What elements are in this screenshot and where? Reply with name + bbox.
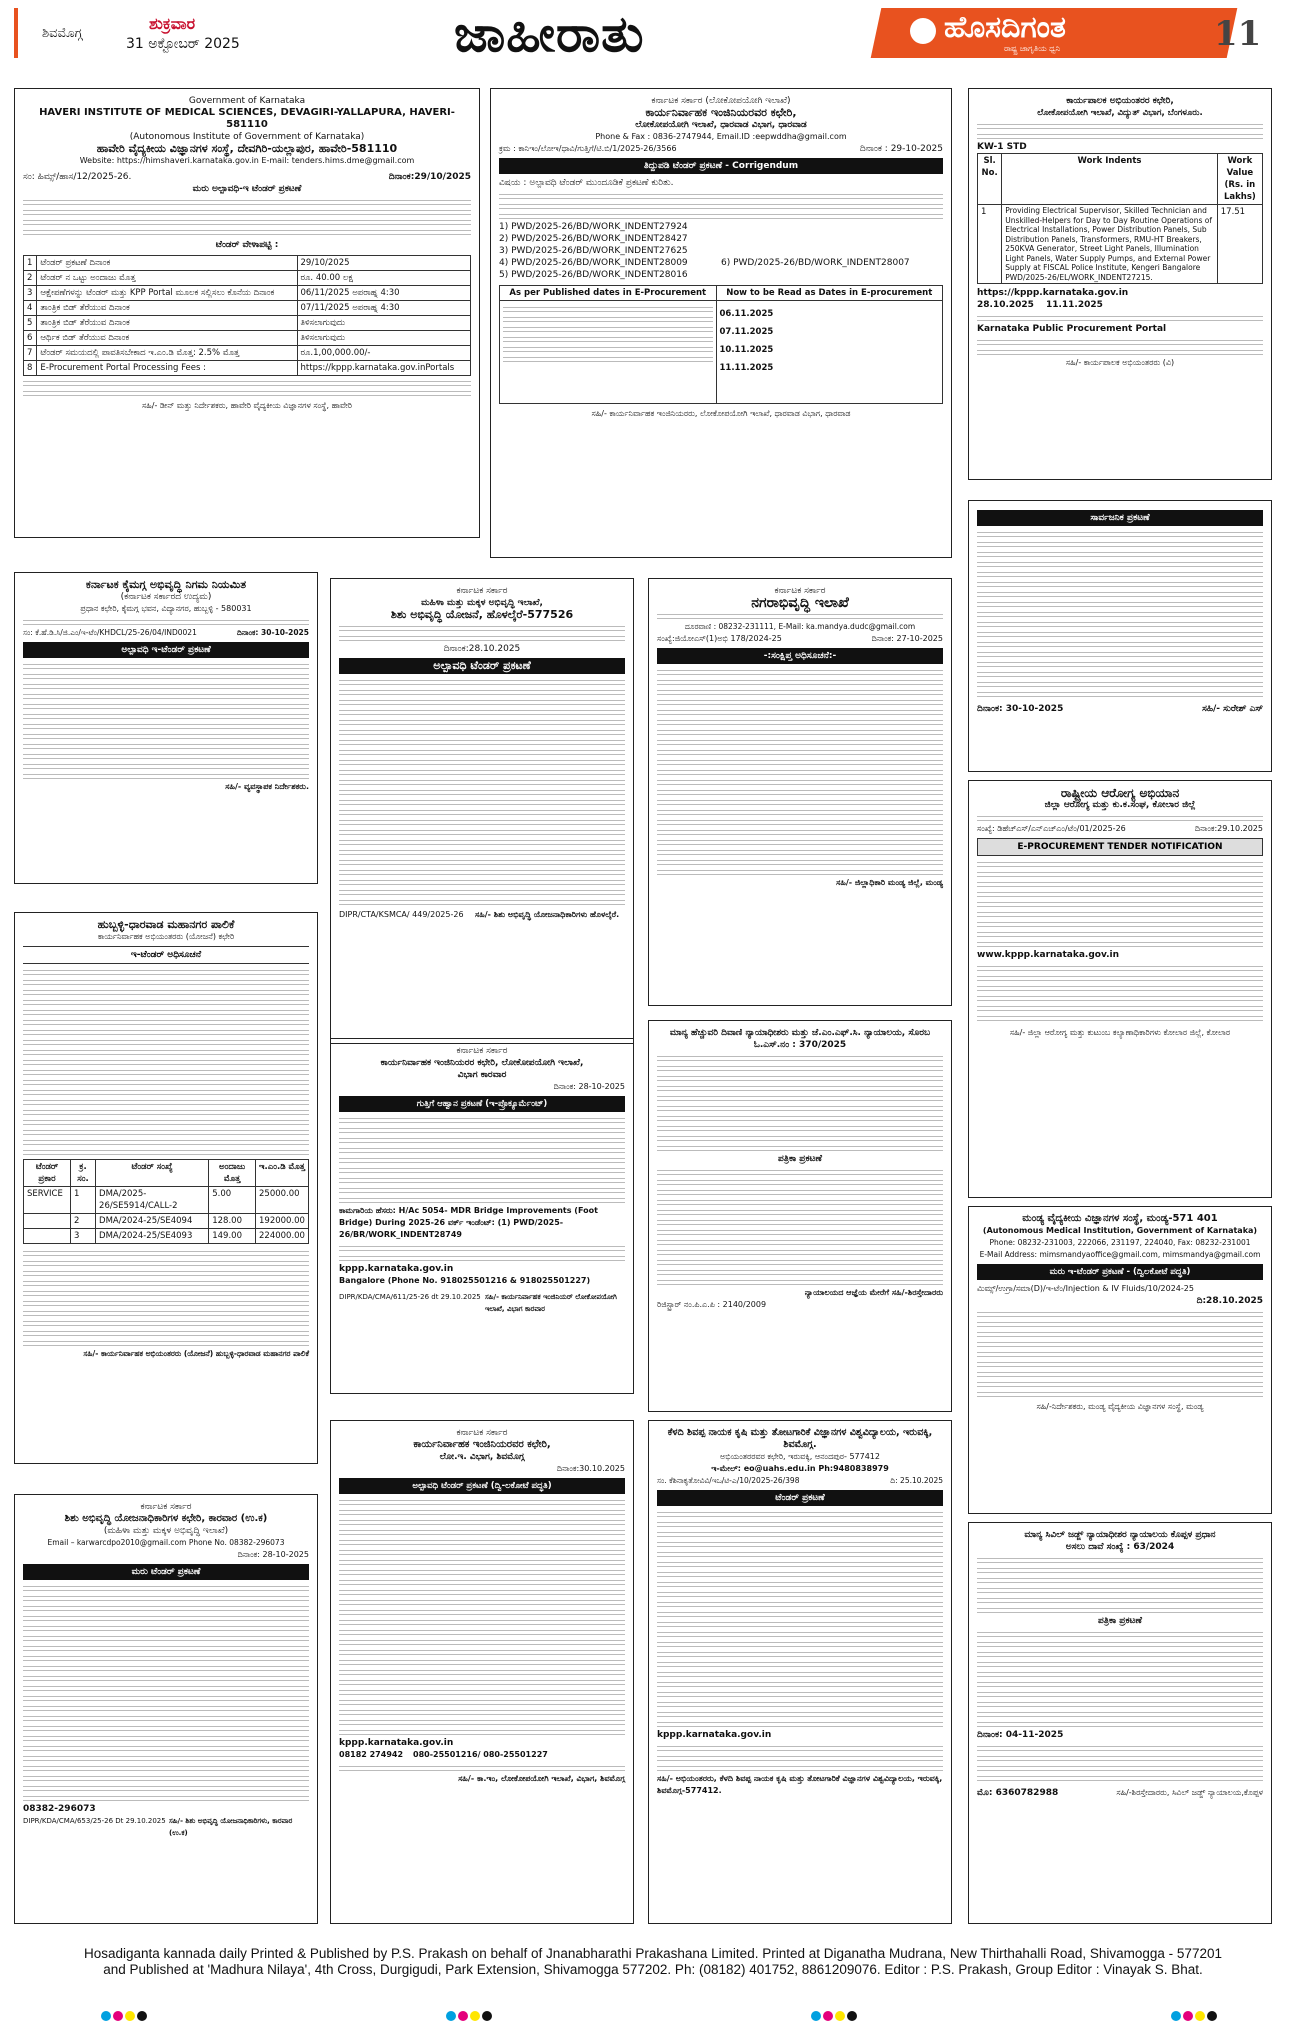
ad-portal-link: https://kppp.karnataka.gov.in [977,288,1129,298]
ad-signature: ಸಹಿ/- ಕಾರ್ಯನಿರ್ವಾಹಕ ಇಂಜಿನಿಯರರು, ಲೋಕೋಪಯೋಗಿ ಇಲಾಖೆ, ಧಾರವಾಡ ವಿಭಾಗ, ಧಾರವಾಡ [591,409,851,418]
ad-signature: ಸಹಿ/-ನಿರ್ದೇಶಕರು, ಮಂಡ್ಯ ವೈದ್ಯಕೀಯ ವಿಜ್ಞಾನಗಳ ಸಂಸ್ಥೆ, ಮಂಡ್ಯ [1036,1402,1204,1411]
ad-title-2: ಲೋಕೋಪಯೋಗಿ ಇಲಾಖೆ, ವಿದ್ಯುತ್ ವಿಭಾಗ, ಬೆಂಗಳೂರು. [1037,108,1203,118]
ad-signature: ಸಹಿ/- ಕಾರ್ಯನಿರ್ವಾಹಕ ಅಭಿಯಂತರರು (ಯೋಜನೆ) ಹುಬ್ಬಳ್ಳಿ-ಧಾರವಾಡ ಮಹಾನಗರ ಪಾಲಿಕೆ [83,1349,309,1358]
registration-marks-2 [445,2006,493,2025]
city-label: ಶಿವಮೊಗ್ಗ [42,26,83,41]
table-cell: 149.00 [209,1229,256,1244]
table-cell: ಆಕ್ಷೇಪಣೆಗಳನ್ನು ಟೆಂಡರ್ ಮತ್ತು KPP Portal ಮೂಲಕ ಸಲ್ಲಿಸಲು ಕೊನೆಯ ದಿನಾಂಕ [37,286,297,301]
ad-office: ಕಾರ್ಯನಿರ್ವಾಹಕ ಇಂಜಿನಿಯರವರ ಕಛೇರಿ, [645,106,797,119]
ad-pwd-dharwad [490,88,952,558]
table-cell [24,1229,71,1244]
table-row [24,316,471,331]
ad-office: ಪ್ರಧಾನ ಕಛೇರಿ, ಕೈಮಗ್ಗ ಭವನ, ವಿದ್ಯಾನಗರ, ಹುಬ್ಬಳ್ಳಿ - 580031 [80,604,252,613]
ad-govt-line: ಕರ್ನಾಟಕ ಸರ್ಕಾರ [774,586,826,596]
table-row [24,271,471,286]
day-label: ಶುಕ್ರವಾರ [149,14,196,33]
ad-signature: ಸಹಿ/- ಕಾ.ಇಂ, ಲೋಕೋಪಯೋಗಿ ಇಲಾಖೆ, ವಿಭಾಗ, ಶಿವಮೊಗ್ಗ [458,1774,625,1783]
ad-signature: ಸಹಿ/- ಕಾರ್ಯಪಾಲಕ ಅಭಿಯಂತರರು (ವಿ) [1065,358,1175,367]
work-description: Providing Electrical Supervisor, Skilled Technician and Unskilled-Helpers for Day to Day Routine Operations of Electrical Installations, Power Distribution Panels, Sub Distribution Panels, Transformers, RMU-HT Breakers, 250KVA Generator, Street Light Panels, Illumination Light Panels, Water Supply Pumps, and External Power Supply at FISCAL Police Institute, Kengeri Bangalore PWD/2025-26/EL/WORK_INDENT27215. [1002,205,1218,284]
ad-title-band: ಟೆಂಡರ್ ಪ್ರಕಟಣೆ [657,1490,943,1506]
indent-item: 2) PWD/2025-26/BD/WORK_INDENT28427 [499,234,688,244]
new-date: 06.11.2025 [719,309,774,319]
col-header-old: As per Published dates in E-Procurement [500,286,717,301]
ad-table-title: ಟೆಂಡರ್ ವೇಳಾಪಟ್ಟಿ : [215,240,279,250]
table-cell: ತಿಳಿಸಲಾಗುವುದು [297,316,470,331]
ad-date: ದಿನಾಂಕ: 27-10-2025 [871,634,943,643]
ad-title-band: ಅಲ್ಪಾವಧಿ ಟೆಂಡರ್ ಪ್ರಕಟಣೆ [339,658,625,674]
registration-marks-3 [810,2006,858,2025]
col-header-type: ಟೆಂಡರ್ ಪ್ರಕಾರ [24,1160,71,1187]
ad-title: ಹುಬ್ಬಳ್ಳಿ-ಧಾರವಾಡ ಮಹಾನಗರ ಪಾಲಿಕೆ [97,918,235,931]
col-header-value: Work Value (Rs. in Lakhs) [1217,154,1262,205]
indent-item: 3) PWD/2025-26/BD/WORK_INDENT27625 [499,246,688,256]
ad-signature: ಸಹಿ/- ವ್ಯವಸ್ಥಾಪಕ ನಿರ್ದೇಶಕರು. [225,782,309,791]
ad-subtitle: (ಕರ್ನಾಟಕ ಸರ್ಕಾರದ ಉದ್ಯಮ) [120,592,212,602]
col-header-new: Now to be Read as Dates in E-procurement [716,286,943,301]
hdmc-tender-table [23,1159,309,1244]
ad-office-2: ಲೋಕೋಪಯೋಗಿ ಇಲಾಖೆ, ಧಾರವಾಡ ವಿಭಾಗ, ಧಾರವಾಡ [635,120,807,130]
table-cell: 4 [24,301,37,316]
footer-line-1: Hosadiganta kannada daily Printed & Published by P.S. Prakash on behalf of Jnanabharathi Prakashana Limited. Printed at Diganatha Mudrana, New Thirthahalli Road, Shivamogga - 577201 [84,1946,1222,1961]
ad-title-band: ಇ-ಟೆಂಡರ್ ಅಧಿಸೂಚನೆ [23,946,309,964]
ad-email: ಇ-ಮೇಲ್: eo@uahs.edu.in Ph:9480838979 [711,1464,889,1473]
ad-signature: ಸಹಿ/- ಅಭಿಯಂತರರು, ಕೆಳದಿ ಶಿವಪ್ಪ ನಾಯಕ ಕೃಷಿ ಮತ್ತು ತೋಟಗಾರಿಕೆ ವಿಜ್ಞಾನಗಳ ವಿಶ್ವವಿದ್ಯಾಲಯ, ಇರುವಕ್ಕಿ, ಶಿವಮೊಗ್ಗ-577412. [657,1774,943,1795]
ad-subject: ವಿಷಯ : ಅಲ್ಪಾವಧಿ ಟೆಂಡರ್ ಮುಂದೂಡಿಕೆ ಪ್ರಕಟಣೆ ಕುರಿತು. [499,178,674,188]
ad-cdpo-karwar [14,1494,318,1924]
table-cell: 07/11/2025 ಅಪರಾಹ್ನ 4:30 [297,301,470,316]
ad-date: ದಿನಾಂಕ:29.10.2025 [1194,824,1263,833]
ad-haveri-medical [14,88,480,538]
ad-portal-link: kppp.karnataka.gov.in [339,1738,454,1748]
table-cell: 25000.00 [256,1187,309,1214]
ad-hdmc [14,912,318,1464]
ad-registration: ರಿಜಿಸ್ಟ್ರಾರ್ ನಂ.ಪಿ.ಎ.ಪಿ : 2140/2009 [657,1300,767,1309]
ad-date: ದಿನಾಂಕ: 04-11-2025 [977,1730,1064,1740]
ad-ref-number: ಸಂ: ಹಿಮ್ಸ್/ಹಾಸ/12/2025-26. [23,172,132,182]
ad-case-number: ಓ.ಎಸ್.ನಂ : 370/2025 [753,1040,847,1050]
ad-office: ಕಾರ್ಯನಿರ್ವಾಹಕ ಇಂಜಿನಿಯರರ ಕಛೇರಿ, ಲೋಕೋಪಯೋಗಿ ಇಲಾಖೆ, [380,1058,584,1068]
table-cell: ರೂ. 40.00 ಲಕ್ಷ [297,271,470,286]
ad-office: ಅಭಿಯಂತರರವರ ಕಛೇರಿ, ಇರುವಕ್ಕಿ, ಆನಂದಪುರ- 577412 [720,1452,880,1461]
ad-govt-line: ಕರ್ನಾಟಕ ಸರ್ಕಾರ (ಲೋಕೋಪಯೋಗಿ ಇಲಾಖೆ) [651,96,791,106]
ad-mandya-medical [968,1206,1272,1514]
ad-subtitle: ಪತ್ರಿಕಾ ಪ್ರಕಟಣೆ [1098,1616,1142,1626]
ad-urban-dev-mandya [648,578,952,1006]
ad-phone: Email – karwarcdpo2010@gmail.com Phone No. 08382-296073 [47,1538,285,1547]
table-cell: ಆರ್ಥಿಕ ಬಿಡ್ ತೆರೆಯುವ ದಿನಾಂಕ [37,331,297,346]
ad-title-band: ಅಲ್ಪಾವಧಿ ಇ-ಟೆಂಡರ್ ಪ್ರಕಟಣೆ [23,642,309,658]
table-cell: 6 [24,331,37,346]
table-row [24,286,471,301]
table-cell: 2 [71,1214,96,1229]
ad-ref-number: ಮಿಮ್ಸ್/ಉಗ್ರಾ/ಸಮಾ(D)/ಇ-ಟೆಂ/Injection & IV Fluids/10/2024-25 [977,1284,1194,1293]
ad-public-notice [968,500,1272,772]
table-row [24,301,471,316]
ad-phone: Phone: 08232-231003, 222066, 231197, 224040, Fax: 08232-231001 [989,1238,1251,1247]
table-row [24,331,471,346]
ad-icds-holalkere [330,578,634,1044]
table-row [24,346,471,361]
table-cell: 1 [71,1187,96,1214]
ad-date-start: 28.10.2025 [977,300,1034,310]
ad-date: ದಿನಾಂಕ: 28-10-2025 [553,1082,625,1091]
ad-title: ಮರು ಅಲ್ಪಾವಧಿ-ಇ ಟೆಂಡರ್ ಪ್ರಕಟಣೆ [192,184,302,194]
table-cell: 5.00 [209,1187,256,1214]
date-label: 31 ಅಕ್ಟೋಬರ್ 2025 [126,36,240,52]
ad-ref-number: ಸಂ. ಕೆಶಿನಾಕೃತೋವಿವಿ/ಇಒ/ಟಿ-ಎ/10/2025-26/398 [657,1476,800,1485]
ad-title: ಮಾನ್ಯ ಸಿವಿಲ್ ಜಡ್ಜ್ ನ್ಯಾಯಾಧೀಶರ ನ್ಯಾಯಾಲಯ ಕೊಪ್ಪಳ ಪ್ರಧಾನ [1024,1530,1216,1540]
registration-marks-1 [100,2006,148,2025]
ad-nhm-kolar [968,780,1272,1198]
table-row [24,256,471,271]
ad-govt-line: Government of Karnataka [188,96,306,106]
ad-portal-link: kppp.karnataka.gov.in [339,1264,454,1274]
tender-schedule-table [23,255,471,376]
ad-autonomous-note: (Autonomous Institute of Government of Karnataka) [129,132,365,142]
page-number: 11 [1214,14,1262,54]
table-cell: ತಾಂತ್ರಿಕ ಬಿಡ್ ತೆರೆಯುವ ದಿನಾಂಕ [37,316,297,331]
col-header-emd: ಇ.ಎಂ.ಡಿ ಮೊತ್ತ [256,1160,309,1187]
ad-website: Website: https://himshaveri.karnataka.gov.in E-mail: tenders.hims.dme@gmail.com [79,156,415,165]
col-header-tender: ಟೆಂಡರ್ ಸಂಖ್ಯೆ [96,1160,209,1187]
indent-item: 6) PWD/2025-26/BD/WORK_INDENT28007 [721,258,910,268]
ad-ref-number: ಸಂಖ್ಯೆ: ಡಿಹೆಚ್ಎಸ್/ಎನ್ಎಚ್ಎಂ/ಟೆಂ/01/2025-26 [977,824,1126,833]
ad-signature: ನ್ಯಾಯಾಲಯದ ಆಜ್ಞೆಯ ಮೇರೆಗೆ ಸಹಿ/-ಶಿರಸ್ತೇದಾರರು [804,1288,943,1297]
ad-signature: ಸಹಿ/- ಡೀನ್ ಮತ್ತು ನಿರ್ದೇಶಕರು, ಹಾವೇರಿ ವೈದ್ಯಕೀಯ ವಿಜ್ಞಾನಗಳ ಸಂಸ್ಥೆ, ಹಾವೇರಿ [142,401,352,410]
indent-item: 5) PWD/2025-26/BD/WORK_INDENT28016 [499,270,688,280]
paper-name: ಹೊಸದಿಗಂತ [944,10,1066,45]
table-cell: ಟೆಂಡರ್ ಪ್ರಕಟಣೆ ದಿನಾಂಕ [37,256,297,271]
ad-date-end: 11.11.2025 [1045,300,1103,310]
table-cell: 128.00 [209,1214,256,1229]
table-cell: 5 [24,316,37,331]
registration-marks-4 [1170,2006,1218,2025]
ad-phone: 08182 274942 [339,1750,404,1759]
table-cell: 8 [24,361,37,376]
table-cell: ತಾಂತ್ರಿಕ ಬಿಡ್ ತೆರೆಯುವ ದಿನಾಂಕ [37,301,297,316]
table-row [24,1229,309,1244]
ad-date: ದಿನಾಂಕ:29/10/2025 [388,172,471,182]
ad-date: ದಿ: 25.10.2025 [890,1476,943,1485]
ad-dipr-code: DIPR/CTA/KSMCA/ 449/2025-26 [339,910,464,919]
new-date: 11.11.2025 [719,363,774,373]
ad-portal-link: kppp.karnataka.gov.in [657,1730,772,1740]
ad-title: ಕಾರ್ಯಪಾಲಕ ಅಭಿಯಂತರರ ಕಛೇರಿ, [1066,96,1174,106]
table-cell: 3 [24,286,37,301]
ad-signature: ಸಹಿ/-ಶಿರಸ್ತೇದಾರರು, ಸಿವಿಲ್ ಜಡ್ಜ್ ನ್ಯಾಯಾಲಯ,ಕೊಪ್ಪಳ [1116,1788,1263,1797]
table-cell: 224000.00 [256,1229,309,1244]
ad-govt-line: ಕರ್ನಾಟಕ ಸರ್ಕಾರ [140,1502,192,1512]
ad-subtitle: (ಮಹಿಳಾ ಮತ್ತು ಮಕ್ಕಳ ಅಭಿವೃದ್ಧಿ ಇಲಾಖೆ) [103,1526,229,1536]
ad-inst-name-en: HAVERI INSTITUTE OF MEDICAL SCIENCES, DEVAGIRI-YALLAPURA, HAVERI-581110 [39,107,455,130]
ad-title: ಶಿಶು ಅಭಿವೃದ್ಧಿ ಯೋಜನೆ, ಹೊಳಲ್ಕೆರೆ-577526 [390,608,574,621]
ad-subtitle: ಕಾರ್ಯನಿರ್ವಾಹಕ ಅಭಿಯಂತರರು (ಯೋಜನೆ) ಕಛೇರಿ [97,932,235,941]
ad-signature: ಸಹಿ/- ಸುರೇಶ್ ಎಸ್ [1202,704,1263,714]
table-cell: https://kppp.karnataka.gov.inPortals [297,361,470,376]
paper-logo-icon [910,18,936,44]
ad-title: ಕರ್ನಾಟಕ ಕೈಮಗ್ಗ ಅಭಿವೃದ್ಧಿ ನಿಗಮ ನಿಯಮಿತ [85,578,247,591]
ad-title-band: ಸಾರ್ವಜನಿಕ ಪ್ರಕಟಣೆ [977,510,1263,526]
footer-imprint [14,1946,1292,1978]
ad-title: ಕೆಳದಿ ಶಿವಪ್ಪ ನಾಯಕ ಕೃಷಿ ಮತ್ತು ತೋಟಗಾರಿಕೆ ವಿಜ್ಞಾನಗಳ ವಿಶ್ವವಿದ್ಯಾಲಯ, ಇರುವಕ್ಕಿ, ಶಿವಮೊಗ್ಗ. [667,1427,933,1450]
table-cell: 29/10/2025 [297,256,470,271]
ad-ref-number: ಸಂ: ಕೆ.ಹೆ.ಡಿ.ಸಿ/ಜಿ.ಎಂ/ಇ-ಟೆಂ/KHDCL/25-26/04/IND0021 [23,628,197,637]
ad-title: ನಗರಾಭಿವೃದ್ಧಿ ಇಲಾಖೆ [751,595,849,611]
table-cell: SERVICE [24,1187,71,1214]
masthead-accent-bar [14,8,18,58]
table-cell: DMA/2024-25/SE4093 [96,1229,209,1244]
ad-subtitle: ಪತ್ರಿಕಾ ಪ್ರಕಟಣೆ [778,1154,822,1164]
ad-title-band: ಮರು ಟೆಂಡರ್ ಪ್ರಕಟಣೆ [23,1564,309,1580]
ad-email: E-Mail Address: mimsmandyaoffice@gmail.com, mimsmandya@gmail.com [979,1250,1261,1259]
table-cell: 06/11/2025 ಅಪರಾಹ್ನ 4:30 [297,286,470,301]
ad-govt-line: ಕರ್ನಾಟಕ ಸರ್ಕಾರ [456,1428,508,1438]
ad-title: ಮಾನ್ಯ ಹೆಚ್ಚುವರಿ ದಿವಾಣಿ ನ್ಯಾಯಾಧೀಶರು ಮತ್ತು ಜೆ.ಎಂ.ಎಫ್.ಸಿ. ನ್ಯಾಯಾಲಯ, ಸೊರಬ [669,1028,931,1038]
ad-kw-code: KW-1 STD [977,142,1027,152]
ad-case-number: ಅಸಲು ದಾವೆ ಸಂಖ್ಯೆ : 63/2024 [1065,1542,1175,1552]
work-value: 17.51 [1217,205,1262,284]
ad-title: ರಾಷ್ಟ್ರೀಯ ಆರೋಗ್ಯ ಅಭಿಯಾನ [1060,786,1180,800]
new-date: 07.11.2025 [719,327,774,337]
ad-office: ಕಾರ್ಯನಿರ್ವಾಹಕ ಇಂಜಿನಿಯರವರ ಕಛೇರಿ, [413,1439,551,1450]
ad-signature: ಸಹಿ/- ಶಿಶು ಅಭಿವೃದ್ಧಿ ಯೋಜನಾಧಿಕಾರಿಗಳು ಹೊಳಲ್ಕೆರೆ. [475,910,620,919]
table-cell: E-Procurement Portal Processing Fees : [37,361,297,376]
table-cell: 2 [24,271,37,286]
ad-pwd-karwar [330,1038,634,1394]
ad-date: ದಿ:28.10.2025 [1196,1296,1263,1306]
ad-signature: ಸಹಿ/- ಕಾರ್ಯನಿರ್ವಾಹಕ ಇಂಜಿನಿಯರ್ ಲೋಕೋಪಯೋಗಿ ಇಲಾಖೆ, ವಿಭಾಗ ಕಾರವಾರ [485,1293,617,1313]
ad-title-2: ಜಿಲ್ಲಾ ಆರೋಗ್ಯ ಮತ್ತು ಕು.ಕ.ಸಂಘ, ಕೋಲಾರ ಜಿಲ್ಲೆ [1044,800,1196,810]
ad-pwd-electrical-bengaluru [968,88,1272,480]
ad-title-band: ಅಲ್ಪಾವಧಿ ಟೆಂಡರ್ ಪ್ರಕಟಣೆ (ದ್ವಿ-ಲಕೋಟೆ ಪದ್ಧತಿ) [339,1478,625,1494]
indent-list [499,221,721,281]
ad-dept: ಮಹಿಳಾ ಮತ್ತು ಮಕ್ಕಳ ಅಭಿವೃದ್ಧಿ ಇಲಾಖೆ, [421,598,543,608]
col-header-sl: Sl. No. [978,154,1002,205]
ad-uahs-shimoga [648,1420,952,1924]
ad-dipr-code: DIPR/KDA/CMA/611/25-26 dt 29.10.2025 [339,1293,481,1301]
ad-date: ದಿನಾಂಕ:30.10.2025 [556,1464,625,1473]
indent-item: 1) PWD/2025-26/BD/WORK_INDENT27924 [499,222,688,232]
table-cell: 1 [24,256,37,271]
ad-govt-line: ಕರ್ನಾಟಕ ಸರ್ಕಾರ [456,586,508,596]
ad-ref-number: ಸಂಖ್ಯೆ:ಜಿಯೋಎಸ್(1)ಅಭಿ 178/2024-25 [657,634,782,643]
table-cell: 192000.00 [256,1214,309,1229]
ad-portal-link: www.kppp.karnataka.gov.in [977,950,1120,960]
ad-phone-2: 080-25501216/ 080-25501227 [413,1750,548,1759]
table-cell: DMA/2024-25/SE4094 [96,1214,209,1229]
indent-item: 4) PWD/2025-26/BD/WORK_INDENT28009 [499,258,688,268]
ad-contact: ದೂರವಾಣಿ : 08232-231111, E-Mail: ka.mandya.dudc@gmail.com [684,622,916,631]
table-cell [24,1214,71,1229]
ad-inst-name-kn: ಹಾವೇರಿ ವೈದ್ಯಕೀಯ ವಿಜ್ಞಾನಗಳ ಸಂಸ್ಥೆ, ದೇವಗಿರಿ-ಯಲ್ಲಾಪುರ, ಹಾವೇರಿ-581110 [96,142,398,155]
ad-subtitle: (Autonomous Medical Institution, Government of Karnataka) [982,1226,1258,1235]
ad-govt-line: ಕರ್ನಾಟಕ ಸರ್ಕಾರ [456,1046,508,1056]
ad-title-band: ತಿದ್ದುಪಡಿ ಟೆಂಡರ್ ಪ್ರಕಟಣೆ - Corrigendum [499,158,943,174]
ad-phone-2: 08382-296073 [23,1804,96,1814]
ad-court-koppal [968,1522,1272,1924]
new-dates-cell [716,301,943,404]
ad-portal-name: Karnataka Public Procurement Portal [977,324,1167,334]
dates-table [499,285,943,404]
table-cell: ತಿಳಿಸಲಾಗುವುದು [297,331,470,346]
col-header-work: Work Indents [1002,154,1218,205]
masthead [14,4,1292,63]
col-header-sl: ಕ್ರ. ಸಂ. [71,1160,96,1187]
ad-title-band: ಮರು ಇ-ಟೆಂಡರ್ ಪ್ರಕಟಣೆ - (ದ್ವಿಲಕೋಟೆ ಪದ್ಧತಿ) [977,1264,1263,1280]
work-table: Sl. No. Work Indents Work Value (Rs. in Lakhs) 1 Providing Electrical Supervisor, Skilled Technician and Unskilled-Helpers for Day to Day Routine Operations of Electrical Installations, Power Distribution Panels, Sub Distribution Panels, Transformers, RMU-HT Breakers, 250KVA Generator, Street Light Panels, Illumination Light Panels, Water Supply Pumps, and External Power Supply at FISCAL Police Institute, Kengeri Bangalore PWD/2025-26/EL/WORK_INDENT27215. 17.51 [977,153,1263,284]
ad-court-sorab [648,1020,952,1412]
table-cell: ಟೆಂಡರ್ ಸಮಯದಲ್ಲಿ ಪಾವತಿಸಬೇಕಾದ ಇ.ಎಂ.ಡಿ ಮೊತ್ತ: 2.5% ಮೊತ್ತ [37,346,297,361]
ad-title-band: ಗುತ್ತಿಗೆ ಆಹ್ವಾನ ಪ್ರಕಟಣೆ (ಇ-ಪ್ರೊಕ್ಯೂರ್ಮೆಂಟ್) [339,1096,625,1112]
table-cell: 3 [71,1229,96,1244]
section-title: ಜಾಹೀರಾತು [454,4,645,63]
col-header-estimate: ಅಂದಾಜು ಮೊತ್ತ [209,1160,256,1187]
ad-title: ಶಿಶು ಅಭಿವೃದ್ಧಿ ಯೋಜನಾಧಿಕಾರಿಗಳ ಕಛೇರಿ, ಕಾರವಾರ (ಉ.ಕ) [64,1513,268,1524]
ad-title-band: E-PROCUREMENT TENDER NOTIFICATION [977,838,1263,856]
table-cell: 7 [24,346,37,361]
table-row [24,361,471,376]
table-cell: ರೂ.1,00,000.00/- [297,346,470,361]
ad-date: ದಿನಾಂಕ: 30-10-2025 [977,704,1064,714]
ad-date: ದಿನಾಂಕ: 30-10-2025 [237,628,309,637]
ad-signature: ಸಹಿ/- ಜಿಲ್ಲಾಧಿಕಾರಿ ಮಂಡ್ಯ ಜಿಲ್ಲೆ, ಮಂಡ್ಯ [836,878,943,887]
paper-tagline: ರಾಷ್ಟ್ರ ಜಾಗೃತಿಯ ಧ್ವನಿ [1004,44,1061,53]
ad-ref-number: ಕ್ರಮ : ಕಾನಿಇಂ/ಲೋಇ/ಧಾವಿ/ಗುತ್ತಿಗೆ/ಟಿ.ಬಿ/1/2025-26/3566 [499,144,677,153]
ad-handloom-corp [14,572,318,884]
ad-work-name: ಕಾಮಗಾರಿಯ ಹೆಸರು: H/Ac 5054- MDR Bridge Improvements (Foot Bridge) During 2025-26 ವರ್ಕ್ ಇಂಡೆಂಟ್: (1) PWD/2025-26/BR/WORK_INDENT28749 [339,1206,598,1239]
ad-contact: Phone & Fax : 0836-2747944, Email.ID :eepwddha@gmail.com [595,132,847,141]
ad-signature: ಸಹಿ/- ಶಿಶು ಅಭಿವೃದ್ಧಿ ಯೋಜನಾಧಿಕಾರಿಗಳು, ಕಾರವಾರ (ಉ.ಕ) [169,1817,293,1837]
ad-date: ದಿನಾಂಕ: 28-10-2025 [237,1550,309,1559]
footer-line-2: and Published at 'Madhura Nilaya', 4th Cross, Durgigudi, Park Extension, Shivamogga 577202. Ph: (08182) 401752, 8861209076. Editor : P.S. Prakash, Group Editor : Vinayak S. Bhat. [103,1962,1203,1977]
ad-signature: ಸಹಿ/- ಜಿಲ್ಲಾ ಆರೋಗ್ಯ ಮತ್ತು ಕುಟುಂಬ ಕಲ್ಯಾಣಾಧಿಕಾರಿಗಳು ಕೋಲಾರ ಜಿಲ್ಲೆ, ಕೋಲಾರ [1009,1028,1231,1037]
ad-office-2: ವಿಭಾಗ ಕಾರವಾರ [457,1070,507,1080]
ad-date: ದಿನಾಂಕ : 29-10-2025 [859,144,943,154]
ad-phone: ಮೊ: 6360782988 [977,1788,1059,1798]
ad-phone: Bangalore (Phone No. 918025501216 & 918025501227) [339,1276,591,1285]
ad-title-band: -:ಸಂಕ್ಷಿಪ್ತ ಅಧಿಸೂಚನೆ:- [657,648,943,664]
table-row [24,1187,309,1214]
ad-title: ಮಂಡ್ಯ ವೈದ್ಯಕೀಯ ವಿಜ್ಞಾನಗಳ ಸಂಸ್ಥೆ, ಮಂಡ್ಯ-571 401 [1022,1213,1218,1224]
table-row [24,1214,309,1229]
ad-pwd-shimoga [330,1420,634,1924]
table-cell: DMA/2025-26/SE5914/CALL-2 [96,1187,209,1214]
ad-date: ದಿನಾಂಕ:28.10.2025 [443,644,521,654]
ad-dipr-code: DIPR/KDA/CMA/653/25-26 Dt 29.10.2025 [23,1817,166,1825]
ad-office-2: ಲೋ.ಇ. ವಿಭಾಗ, ಶಿವಮೊಗ್ಗ [439,1452,525,1462]
table-cell: ಟೆಂಡರ್ ನ ಒಟ್ಟು ಅಂದಾಜು ಮೊತ್ತ [37,271,297,286]
new-date: 10.11.2025 [719,345,774,355]
